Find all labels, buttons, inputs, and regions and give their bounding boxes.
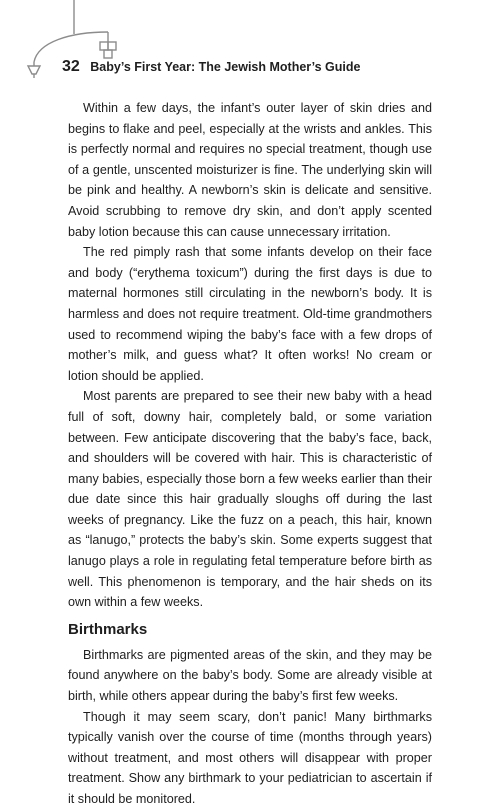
running-head: Baby’s First Year: The Jewish Mother’s Guide (90, 60, 361, 74)
section-heading: Birthmarks (68, 620, 148, 638)
body-paragraph: Birthmarks are pigmented areas of the skin, and they may be found anywhere on the baby’s body. Some are already visible at birth, while others appear during the baby’s first few weeks. (68, 647, 432, 704)
page-header (62, 58, 360, 76)
body-paragraph: The red pimply rash that some infants develop on their face and body (“erythema toxicum”) during the first days is due to maternal hormones still circulating in the newborn’s body. It is harmless and does not require treatment. Old-time grandmothers used to recommend wiping the baby’s face with a few drops of mother’s milk, and guess what? It often works! No cream or lotion should be applied. (68, 245, 432, 383)
body-paragraph: Though it may seem scary, don’t panic! Many birthmarks typically vanish over the course of time (months through years) without treatment, and most others will disappear with proper treatment. Show any birthmark to your pediatrician to ascertain if it should be monitored. (68, 709, 432, 806)
page-body (68, 98, 432, 810)
body-paragraph: Most parents are prepared to see their new baby with a head full of soft, downy hair, completely bald, or some variation between. Few anticipate discovering that the baby’s face, back, and shoulders will be covered with hair. This is characteristic of many babies, especially those born a few weeks earlier than their due date since this hair gradually sloughs off during the last weeks of pregnancy. Like the fuzz on a peach, this hair, known as “lanugo,” protects the baby’s skin. Some experts suggest that lanugo plays a role in regulating fetal temperature before birth as well. This phenomenon is temporary, and the hair sheds on its own within a few weeks. (68, 389, 433, 610)
body-paragraph: Within a few days, the infant’s outer layer of skin dries and begins to flake and peel, especially at the wrists and ankles. This is perfectly normal and requires no special treatment, though use of a gentle, unscented moisturizer is fine. The underlying skin will be pink and healthy. A newborn’s skin is delicate and sensitive. Avoid scrubbing to remove dry skin, and don’t apply scented baby lotion because this can cause unnecessary irritation. (68, 101, 432, 239)
page-number: 32 (62, 58, 80, 75)
